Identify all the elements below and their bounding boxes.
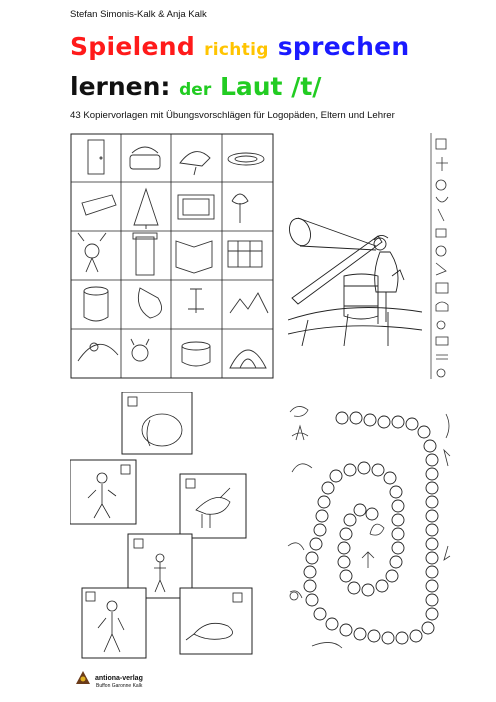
title-word-sprechen: sprechen <box>277 32 410 61</box>
picture-grid-illustration <box>70 133 274 379</box>
title-line-2 <box>70 72 321 101</box>
pirate-scene-illustration <box>288 196 422 346</box>
title-word-lernen: lernen: <box>70 72 171 101</box>
item-strip-illustration <box>428 133 454 379</box>
authors: Stefan Simonis-Kalk & Anja Kalk <box>70 9 207 20</box>
publisher-name: antiona-verlag <box>95 674 143 682</box>
board-game-illustration <box>282 396 458 652</box>
publisher-logo-icon <box>74 670 92 686</box>
title-word-laut: Laut /t/ <box>219 72 322 101</box>
publisher-imprint: Buffon Garonne Kalk <box>96 683 143 689</box>
title-word-der: der <box>179 80 212 100</box>
dice-cards-illustration <box>70 392 256 662</box>
title-line-1 <box>70 32 410 61</box>
subtitle: 43 Kopiervorlagen mit Übungsvorschlägen für Logopäden, Eltern und Lehrer <box>70 110 395 121</box>
title-word-spielend: Spielend <box>70 32 196 61</box>
title-word-richtig: richtig <box>204 40 269 60</box>
